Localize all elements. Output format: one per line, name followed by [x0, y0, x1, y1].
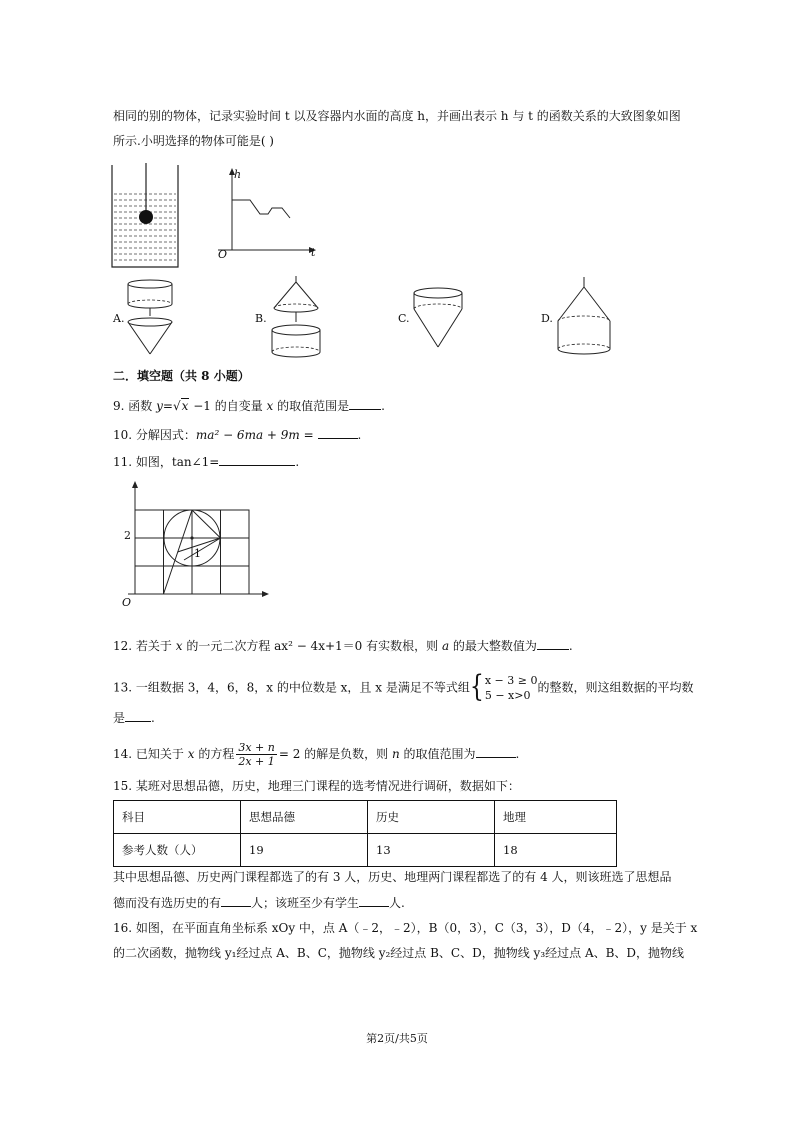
angle-1-label: 1	[194, 547, 201, 560]
option-a-figure[interactable]	[126, 278, 182, 358]
answer-blank[interactable]	[221, 894, 251, 907]
page-number: 第2页/共5页	[366, 1032, 428, 1045]
question-intro-line-1: 相同的别的物体，记录实验时间 t 以及容器内水面的高度 h，并画出表示 h 与 t 的函数关系的大致图象如图	[113, 109, 681, 123]
question-16-line-1: 16. 如图，在平面直角坐标系 xOy 中，点 A（﹣2，﹣2），B（0，3），C（3，3），D（4，﹣2），y 是关于 x	[113, 921, 698, 935]
table-header-row	[114, 801, 617, 834]
question-15-intro: 15. 某班对思想品德，历史，地理三门课程的选考情况进行调研，数据如下：	[113, 779, 520, 793]
option-a-label[interactable]: A.	[113, 312, 125, 325]
subject-table	[113, 800, 617, 867]
answer-blank[interactable]	[219, 453, 295, 466]
question-13-line-2: 是 .	[113, 711, 155, 725]
question-12: 12. 若关于 x 的一元二次方程 ax² − 4x+1＝0 有实数根，则 a 的最大整数值为 .	[113, 639, 573, 653]
question-14: 14. 已知关于 x 的方程 $\frac{3x + n}{2x + 1}$ = 2 的解是负数，则 n 的取值范围为 .	[113, 741, 520, 768]
table-header-cell: 思想品德	[241, 801, 368, 834]
answer-blank[interactable]	[125, 709, 151, 722]
question-16-line-2: 的二次函数，抛物线 y₁经过点 A、B、C，抛物线 y₂经过点 B、C、D，抛物线 y₃经过点 A、B、D，抛物线	[113, 946, 685, 960]
section-title: 二．填空题（共 8 小题）	[113, 369, 250, 383]
question-intro-line-2: 所示.小明选择的物体可能是( )	[113, 134, 274, 148]
table-cell: 13	[368, 834, 495, 867]
h-t-curve	[232, 200, 290, 218]
answer-blank[interactable]	[359, 894, 389, 907]
table-header-cell: 历史	[368, 801, 495, 834]
answer-blank[interactable]	[537, 637, 569, 650]
option-b-figure[interactable]	[270, 276, 326, 358]
h-t-graph	[212, 166, 322, 264]
grid-circle-figure	[118, 478, 276, 610]
grid-origin-label: O	[122, 596, 132, 609]
graph-t-label: t	[311, 246, 316, 259]
option-b-label[interactable]: B.	[255, 312, 267, 325]
suspended-ball	[139, 210, 153, 224]
beaker-figure	[110, 163, 182, 269]
table-header-cell: 地理	[495, 801, 617, 834]
table-cell: 参考人数（人）	[114, 834, 241, 867]
question-10: 10. 分解因式：ma² − 6ma + 9m = .	[113, 428, 362, 442]
table-header-cell: 科目	[114, 801, 241, 834]
table-row	[114, 834, 617, 867]
option-d-label[interactable]: D.	[541, 312, 553, 325]
question-15-line-1: 其中思想品德、历史两门课程都选了的有 3 人，历史、地理两门课程都选了的有 4 人，则该班选了思想品	[113, 870, 672, 884]
question-13: 13. 一组数据 3，4，6，8，x 的中位数是 x，且 x 是满足不等式组{ x − 3 ≥ 0 5 − x>0 的整数，则这组数据的平均数	[113, 670, 694, 705]
grid-y-label: 2	[124, 529, 131, 542]
graph-origin-label: O	[218, 248, 228, 261]
answer-blank[interactable]	[318, 426, 358, 439]
table-cell: 19	[241, 834, 368, 867]
answer-blank[interactable]	[349, 397, 381, 410]
option-c-label[interactable]: C.	[398, 312, 410, 325]
question-9: 9. 函数 y=√x −1 的自变量 x 的取值范围是 .	[113, 399, 385, 413]
question-15-line-2: 德而没有选历史的有 人；该班至少有学生 人.	[113, 896, 405, 910]
question-11: 11. 如图，tan∠1= .	[113, 455, 300, 469]
option-d-figure[interactable]	[556, 277, 616, 357]
graph-h-label: h	[234, 168, 242, 181]
answer-blank[interactable]	[476, 745, 516, 758]
table-cell: 18	[495, 834, 617, 867]
option-c-figure[interactable]	[412, 287, 468, 351]
water-lines	[114, 194, 176, 260]
